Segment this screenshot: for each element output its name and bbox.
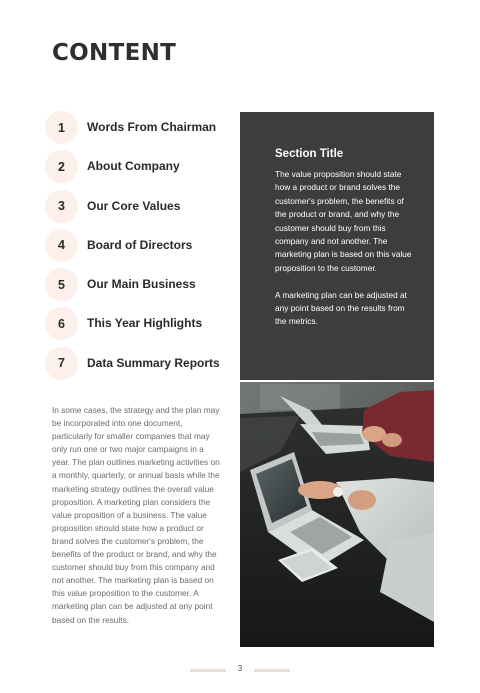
toc-item-label: This Year Highlights [87,316,203,331]
meeting-photo [240,382,434,647]
meeting-photo-illustration [240,382,434,647]
toc-item[interactable] [45,268,235,301]
toc-item-label: About Company [87,159,180,174]
section-panel [240,112,434,380]
section-paragraph: The value proposition should state how a product or brand solves the customer's problem, the benefits of the product or brand, and why the customer should buy from this company and not another. The marketing plan is based on this value proposition to the customer. [275,169,412,273]
page-number: 3 [237,664,243,673]
toc-item-label: Data Summary Reports [87,355,220,370]
footer-divider-left [190,669,226,672]
toc-number-badge: 3 [45,190,78,223]
page-title: CONTENT [52,40,177,66]
toc-item[interactable] [45,111,235,144]
toc-number-badge: 5 [45,268,78,301]
toc-item-label: Our Main Business [87,277,196,292]
section-title: Section Title [275,148,344,160]
toc-item-label: Our Core Values [87,198,181,213]
toc-item[interactable] [45,347,235,380]
toc-number-badge: 4 [45,229,78,262]
toc-item-label: Words From Chairman [87,120,217,134]
toc-number-badge: 7 [45,347,78,380]
toc-number-badge: 2 [45,150,78,183]
toc-item[interactable] [45,307,235,340]
section-paragraph: A marketing plan can be adjusted at any point based on the results from the metrics. [275,289,407,327]
toc-item[interactable] [45,150,235,183]
toc-item-label: Board of Directors [87,237,193,252]
toc-number-badge: 6 [45,307,78,340]
toc-number-badge: 1 [45,111,78,144]
table-of-contents [45,111,235,386]
body-paragraph: In some cases, the strategy and the plan may be incorporated into one document, particularly for smaller companies that may only run one or two major campaigns in a year. The plan outlines marketing activities on a monthly, quarterly, or annual basis while the marketing strategy outlines the overall value proposition. A marketing plan considers the value proposition of a business. The value proposition should state how a product or brand solves the customer's problem, the benefits of the product or brand, and why the customer should buy from this company and not another. The marketing plan is based on this value proposition to the customer. A marketing plan can be adjusted at any point based on the results. [52,405,220,625]
toc-item[interactable] [45,229,235,262]
footer-divider-right [254,669,290,672]
toc-item[interactable] [45,190,235,223]
